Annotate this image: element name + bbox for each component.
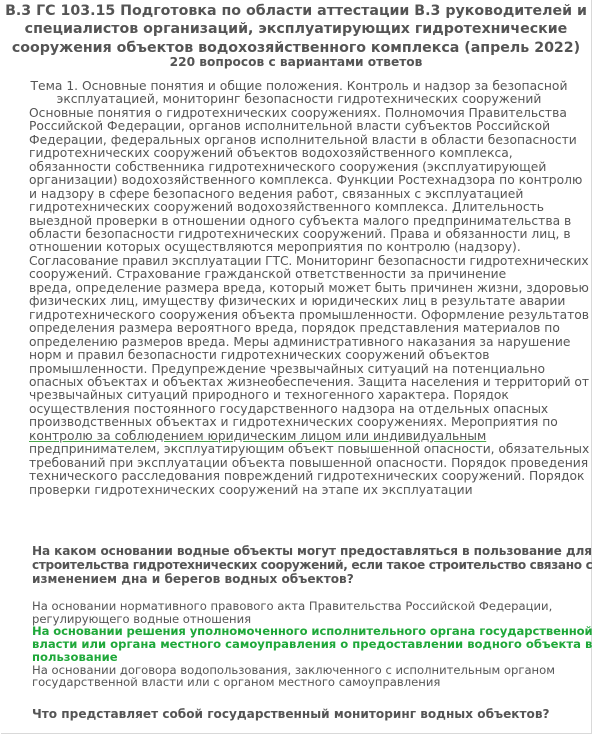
- answer-line: На основании решения уполномоченного исполнительного органа государственной: [32, 624, 593, 639]
- topic-paragraph: [29, 80, 589, 497]
- topic-line: Согласование правил эксплуатации ГТС. Мониторинг безопасности гидротехнических: [29, 253, 589, 268]
- topic-line: обязанности собственника гидротехнического сооружения (эксплуатирующей: [29, 159, 547, 174]
- title-line: В.3 ГС 103.15 Подготовка по области аттестации В.3 руководителей и: [5, 3, 587, 19]
- topic-line: чрезвычайных ситуаций природного и техногенного характера. Порядок: [29, 388, 509, 403]
- answer-option-3: [32, 664, 592, 689]
- topic-line: проверки гидротехнических сооружений на этапе их эксплуатации: [29, 482, 473, 497]
- answer-line: власти или органа местного самоуправления о предоставлении водного объекта в: [32, 637, 593, 652]
- document-subtitle: 220 вопросов с вариантами ответов: [169, 55, 423, 69]
- topic-line: технического расследования повреждений гидротехнических сооружений. Порядок: [29, 469, 585, 484]
- answer-line: На основании нормативного правового акта Правительства Российской Федерации,: [32, 599, 553, 613]
- document-page: [1, 0, 592, 734]
- answer-line: пользование: [32, 649, 118, 664]
- topic-line: гидротехнических сооружений водохозяйственного комплекса. Длительность: [29, 200, 545, 215]
- topic-line: сооружений. Страхование гражданской ответственности за причинение: [29, 267, 507, 282]
- topic-line: норм и правил безопасности гидротехнических сооружений объектов: [29, 348, 490, 363]
- topic-line: определению размеров вреда. Меры административного наказания за нарушение: [29, 334, 571, 349]
- question-line: На каком основании водные объекты могут предоставляться в пользование для: [32, 544, 592, 558]
- topic-line: контролю за соблюдением юридическим лицом или индивидуальным: [29, 428, 487, 443]
- answer-line: государственной власти или с органом местного самоуправления: [32, 675, 441, 690]
- topic-line: гидротехнических сооружений объектов водохозяйственного комплекса,: [29, 146, 513, 161]
- title-line: сооружения объектов водохозяйственного комплекса (апрель 2022): [11, 39, 581, 56]
- answer-line: На основании договора водопользования, заключенного с исполнительным органом: [32, 662, 555, 677]
- topic-line: Российской Федерации, органов исполнительной власти субъектов Российской: [29, 119, 551, 134]
- answer-options: [32, 600, 592, 689]
- topic-line: опасных объектах и объектах жизнеобеспечения. Защита населения и территорий от: [29, 374, 589, 389]
- topic-line: производственных объектах и гидротехнических сооружениях. Мероприятия по: [29, 415, 558, 430]
- topic-line: промышленности. Предупреждение чрезвычайных ситуаций на потенциально: [29, 361, 546, 376]
- question-2: Что представляет собой государственный мониторинг водных объектов?: [32, 707, 550, 721]
- question-line: изменением дна и берегов водных объектов?: [32, 572, 354, 587]
- topic-line: Основные понятия о гидротехнических сооружениях. Полномочия Правительства: [29, 105, 567, 120]
- answer-option-correct: [32, 625, 592, 663]
- document-title: [1, 2, 591, 57]
- topic-line: Федерации, федеральных органов исполнительной власти в области безопасности: [29, 132, 577, 147]
- answer-line: регулирующего водные отношения: [32, 611, 252, 626]
- topic-line: и надзору в сфере безопасного ведения работ, связанных с эксплуатацией: [29, 186, 524, 201]
- topic-line: гидротехнического сооружения объекта промышленности. Оформление результатов: [29, 307, 590, 322]
- answer-option-1: [32, 600, 592, 625]
- question-line: строительства гидротехнических сооружений, если такое строительство связано с: [32, 558, 593, 573]
- topic-line: организации) водохозяйственного комплекса. Функции Ростехнадзора по контролю: [29, 173, 583, 188]
- topic-line: предпринимателем, эксплуатирующим объект повышенной опасности, обязательных: [29, 442, 590, 457]
- topic-line: Тема 1. Основные понятия и общие положения. Контроль и надзор за безопасной: [30, 79, 568, 93]
- topic-line: определения размера вероятного вреда, порядок представления материалов по: [29, 321, 560, 336]
- question-1: [32, 544, 592, 587]
- topic-line: вреда, определение размера вреда, который может быть причинен жизни, здоровью: [29, 280, 589, 295]
- topic-line: отношении которых осуществляются мероприятия по контролю (надзору).: [29, 240, 521, 255]
- topic-line: физических лиц, имуществу физических и юридических лиц в результате аварии: [29, 294, 566, 309]
- topic-line: требований при эксплуатации объекта повышенной опасности. Порядок проведения: [29, 455, 589, 470]
- topic-line: области безопасности гидротехнических сооружений. Права и обязанности лиц, в: [29, 226, 571, 241]
- title-line: специалистов организаций, эксплуатирующих гидротехнические: [24, 21, 568, 38]
- topic-line: эксплуатацией, мониторинг безопасности гидротехнических сооружений: [56, 92, 542, 107]
- topic-line: выездной проверки в отношении одного субъекта малого предпринимательства в: [29, 213, 572, 228]
- topic-line: осуществления постоянного государственного надзора на отдельных опасных: [29, 401, 549, 416]
